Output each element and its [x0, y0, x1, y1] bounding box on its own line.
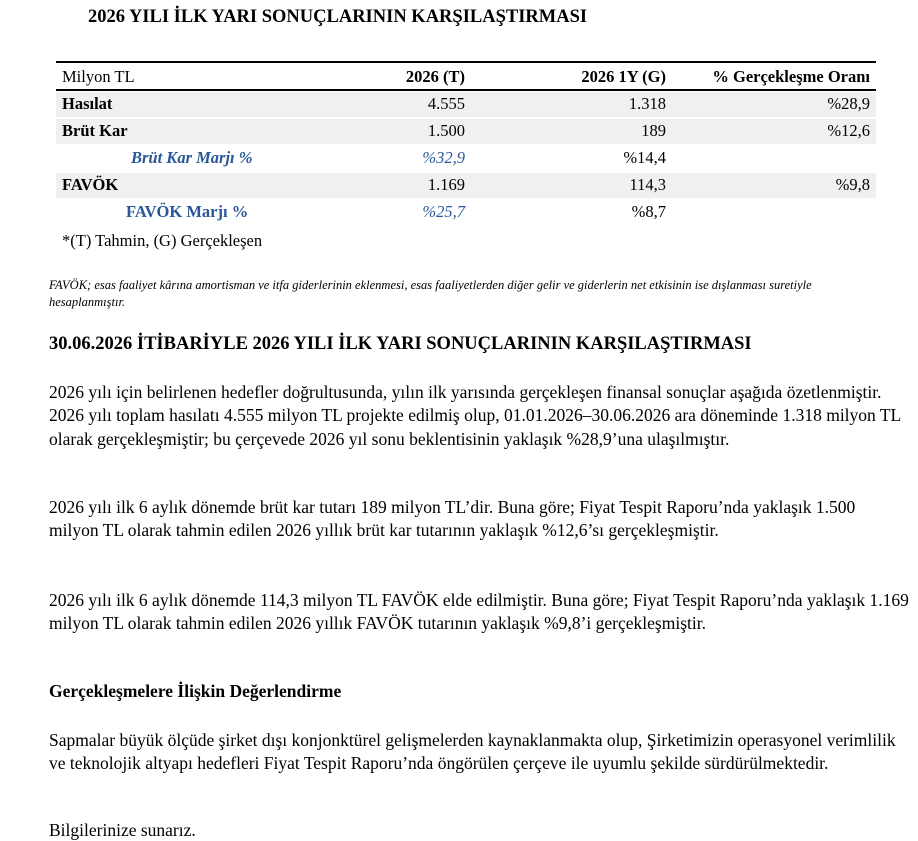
row-label: Brüt Kar: [62, 121, 128, 140]
row-label: Brüt Kar Marjı %: [131, 148, 253, 167]
table-header-row: [56, 65, 876, 89]
table-row-ebitda: [56, 173, 876, 198]
table-top-rule: [56, 61, 876, 63]
row-label: Hasılat: [62, 94, 113, 113]
row-actual: %14,4: [623, 148, 666, 167]
ebitda-footnote: FAVÖK; esas faaliyet kârına amortisman ve itfa giderlerinin eklenmesi, esas faaliyetlerden diğer gelir ve giderlerin net etkisinin ise dışlanması suretiyle hesaplanmıştır.: [49, 278, 812, 309]
row-actual: 189: [641, 121, 666, 140]
paragraph-gross-profit: 2026 yılı ilk 6 aylık dönemde brüt kar tutarı 189 milyon TL’dir. Buna göre; Fiyat Tespit Raporu’nda yaklaşık 1.500 milyon TL olarak tahmin edilen 2026 yıllık brüt kar tutarının yaklaşık %12,6’sı gerçekleşmiştir.: [49, 497, 856, 541]
row-ratio: %12,6: [827, 121, 870, 140]
table-note: *(T) Tahmin, (G) Gerçekleşen: [62, 231, 263, 250]
row-ratio: %28,9: [827, 94, 870, 113]
row-label: FAVÖK Marjı %: [126, 202, 249, 221]
row-estimate: 1.500: [427, 121, 465, 140]
table-header-rule: [56, 89, 876, 91]
table-row-revenue: [56, 92, 876, 117]
row-actual: 1.318: [628, 94, 666, 113]
row-estimate: 4.555: [427, 94, 465, 113]
table-row-gross-profit: [56, 119, 876, 144]
paragraph-revenue: 2026 yılı için belirlenen hedefler doğrultusunda, yılın ilk yarısında gerçekleşen finansal sonuçlar aşağıda özetlenmiştir. 2026 yılı toplam hasılatı 4.555 milyon TL projekte edilmiş olup, 01.01.2026–30.06.2026 ara döneminde 1.318 milyon TL olarak gerçekleşmiştir; bu çerçevede 2026 yıl sonu beklentisinin yaklaşık %28,9’una ulaşılmıştır.: [49, 382, 901, 449]
header-ratio: % Gerçekleşme Oranı: [712, 67, 870, 86]
row-actual: 114,3: [629, 175, 666, 194]
table-row-gross-margin: [56, 146, 876, 171]
row-estimate: 1.169: [427, 175, 465, 194]
section-title-evaluation: Gerçekleşmelere İlişkin Değerlendirme: [49, 681, 342, 701]
paragraph-evaluation: Sapmalar büyük ölçüde şirket dışı konjonktürel gelişmelerden kaynaklanmakta olup, Şirketimizin operasyonel verimlilik ve teknolojik altyapı hedefleri Fiyat Tespit Raporu’nda öngörülen çerçeve ile uyumlu şekilde sürdürülmektedir.: [49, 730, 896, 774]
row-actual: %8,7: [631, 202, 666, 221]
header-actual: 2026 1Y (G): [581, 67, 666, 86]
row-ratio: %9,8: [835, 175, 870, 194]
header-estimate: 2026 (T): [405, 67, 465, 86]
row-label: FAVÖK: [62, 175, 119, 194]
row-estimate: %25,7: [422, 202, 465, 221]
closing-line: Bilgilerinize sunarız.: [49, 820, 196, 840]
section-title-table: 2026 YILI İLK YARI SONUÇLARININ KARŞILAŞTIRMASI: [88, 7, 588, 27]
paragraph-ebitda: 2026 yılı ilk 6 aylık dönemde 114,3 milyon TL FAVÖK elde edilmiştir. Buna göre; Fiyat Tespit Raporu’nda yaklaşık 1.169 milyon TL olarak tahmin edilen 2026 yıllık FAVÖK tutarının yaklaşık %9,8’i gerçekleşmiştir.: [49, 590, 909, 634]
table-row-ebitda-margin: [56, 200, 876, 225]
row-estimate: %32,9: [422, 148, 465, 167]
section-title-results: 30.06.2026 İTİBARİYLE 2026 YILI İLK YARI SONUÇLARININ KARŞILAŞTIRMASI: [49, 334, 752, 354]
header-unit: Milyon TL: [62, 67, 135, 86]
